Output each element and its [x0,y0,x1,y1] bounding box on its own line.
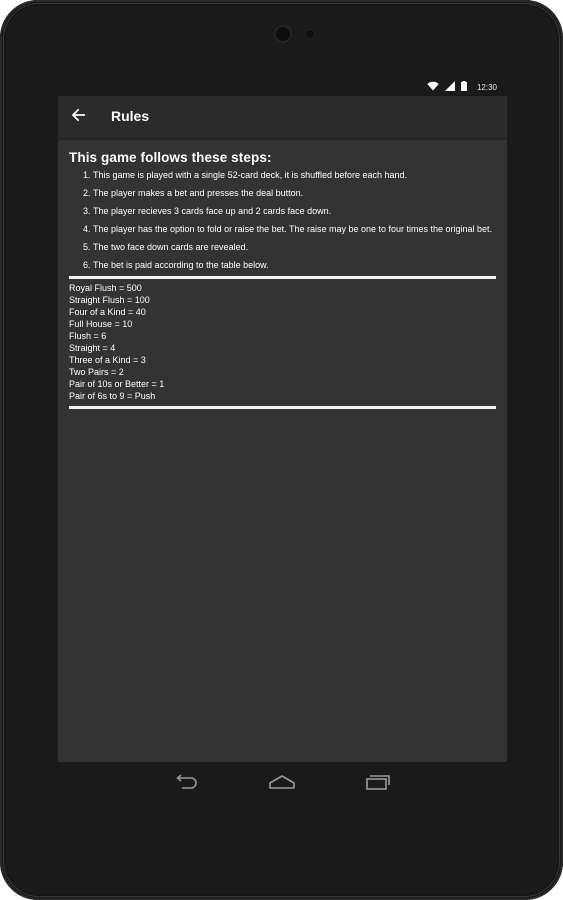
cell-signal-icon [445,78,455,96]
payout-row: Four of a Kind = 40 [69,307,146,317]
wifi-icon [427,78,439,96]
nav-recents-button[interactable] [364,774,392,794]
back-button[interactable] [66,105,90,129]
status-time: 12:30 [476,82,497,92]
rules-step: 6. The bet is paid according to the table below. [93,260,496,271]
payout-row: Pair of 10s or Better = 1 [69,379,165,389]
rules-step: 1. This game is played with a single 52-card deck, it is shuffled before each hand. [93,170,496,181]
status-icons [427,81,497,93]
arrow-back-icon [71,108,85,127]
proximity-sensor [306,30,314,38]
divider-bottom [69,406,496,409]
payout-row: Straight Flush = 100 [69,295,150,305]
payout-row: Pair of 6s to 9 = Push [69,391,156,401]
rules-heading: This game follows these steps: [69,150,272,165]
navigation-bar [58,762,507,808]
rules-content [69,150,496,409]
nav-back-button[interactable] [172,774,200,794]
nav-recents-icon [365,774,391,795]
payout-row: Flush = 6 [69,331,107,341]
front-camera [276,27,290,41]
payout-table [69,279,496,406]
nav-home-icon [268,774,296,795]
nav-back-icon [173,774,199,795]
screen [58,78,507,762]
page-title: Rules [111,108,150,124]
rules-step: 2. The player makes a bet and presses the deal button. [93,188,496,199]
rules-step: 3. The player recieves 3 cards face up and 2 cards face down. [93,206,496,217]
status-bar [58,78,507,96]
payout-row: Royal Flush = 500 [69,283,142,293]
payout-row: Full House = 10 [69,319,133,329]
nav-home-button[interactable] [268,774,296,794]
battery-icon [461,78,467,96]
app-bar [58,96,507,138]
rules-step: 4. The player has the option to fold or raise the bet. The raise may be one to four times the original bet. [93,224,496,235]
payout-row: Three of a Kind = 3 [69,355,146,365]
payout-row: Two Pairs = 2 [69,367,124,377]
rules-steps-list [69,170,496,271]
payout-row: Straight = 4 [69,343,116,353]
rules-step: 5. The two face down cards are revealed. [93,242,496,253]
